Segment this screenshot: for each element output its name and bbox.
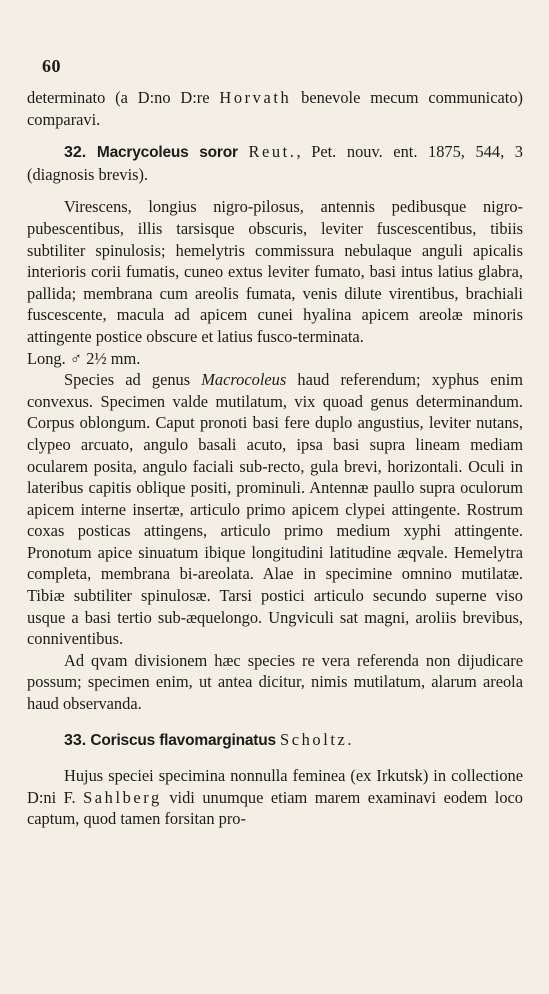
spacer <box>27 185 523 196</box>
species-32-heading <box>27 141 523 185</box>
hujus-paragraph <box>27 765 523 830</box>
page-number: 60 <box>42 56 61 76</box>
spacer <box>27 751 523 765</box>
genus-text-b: haud referendum; xyphus enim convexus. Specimen valde mutilatum, vix quoad genus determinandum. Corpus oblongum. Caput pronoti basi fere duplo angustius, leviter nutans, clypeo arcuato, angulo basali acuto, ipsa basi supra lineam mediam ocularem posita, angulo faciali sub-recto, gula brevi, horizontali. Oculi in lateribus capitis oblique positi, prominuli. Antennæ paullo supra oculorum apicem interne insertæ, articulo primo apicem clypei attingente. Rostrum coxas posticas attingens, articulo primo medium xyphi attingente. Pronotum apice sinuatum ibique longitudini latitudine æqvale. Hemelytra completa, membrana bi-areolata. Alae in specimine omnino mutilatæ. Tibiæ subtiliter spinulosæ. Tarsi postici articulo secundo superne viso usque a basi tertio sub-æquelongo. Ungviculi sat magni, aroliis brevibus, conniventibus. <box>27 370 523 649</box>
intro-text-c: benevole mecum communicato) comparavi. <box>27 88 523 129</box>
species-33-number: 33. <box>64 731 87 749</box>
species-genus-paragraph <box>27 369 523 650</box>
species-32-reference: , Pet. nouv. ent. 1875, 544, 3 (diagnosis brevis). <box>27 142 524 184</box>
species-33-author: Scholtz. <box>280 729 355 749</box>
intro-paragraph <box>27 87 523 130</box>
main-text <box>27 87 523 830</box>
length-label: Long. <box>27 348 70 368</box>
male-symbol: ♂ <box>69 348 83 368</box>
length-value: 2½ mm. <box>82 348 141 368</box>
species-32-number: 32. <box>64 144 87 162</box>
description-paragraph: Virescens, longius nigro-pilosus, antennis pedibusque nigro-pubescentibus, illis tarsisque obscuris, leviter fuscescentibus, tibiis subtiliter spinulosis; hemelytris commissura nebulaque anguli apicalis interioris corii fumatis, cuneo extus leviter fumato, basi intus latius glabra, pallida; membrana cum areolis fumata, venis dilute virentibus, brachiali fuscescente, macula ad apicem cunei hyalina apicem areolæ minoris attingente postice obscure et latius fusco-terminata. <box>27 197 523 346</box>
hujus-text-a: Hujus speciei specimina nonnulla feminea (ex Irkutsk) in collectione D:ni F. <box>27 766 523 807</box>
species-33-name: Coriscus flavomarginatus <box>90 731 276 749</box>
collector-name-sahlberg: Sahlberg <box>83 787 162 807</box>
collector-name-horvath: Horvath <box>219 88 292 107</box>
spacer <box>27 715 523 729</box>
genus-name-italic: Macrocoleus <box>201 370 287 390</box>
intro-text-a: determinato (a D:no D:re <box>27 88 220 107</box>
species-32-author: Reut. <box>248 142 297 162</box>
species-32-name: Macrycoleus soror <box>96 144 238 162</box>
genus-text-a: Species ad genus <box>64 370 202 390</box>
spacer <box>27 130 523 141</box>
length-line <box>27 348 523 370</box>
hujus-text-c: vidi unumque etiam marem examinavi eodem loco captum, quod tamen forsitan pro- <box>27 787 523 829</box>
species-33-heading <box>27 729 523 752</box>
division-paragraph: Ad qvam divisionem hæc species re vera referenda non dijudicare possum; specimen enim, ut antea dicitur, nimis mutilatum, alarum areola haud observanda. <box>27 650 523 714</box>
